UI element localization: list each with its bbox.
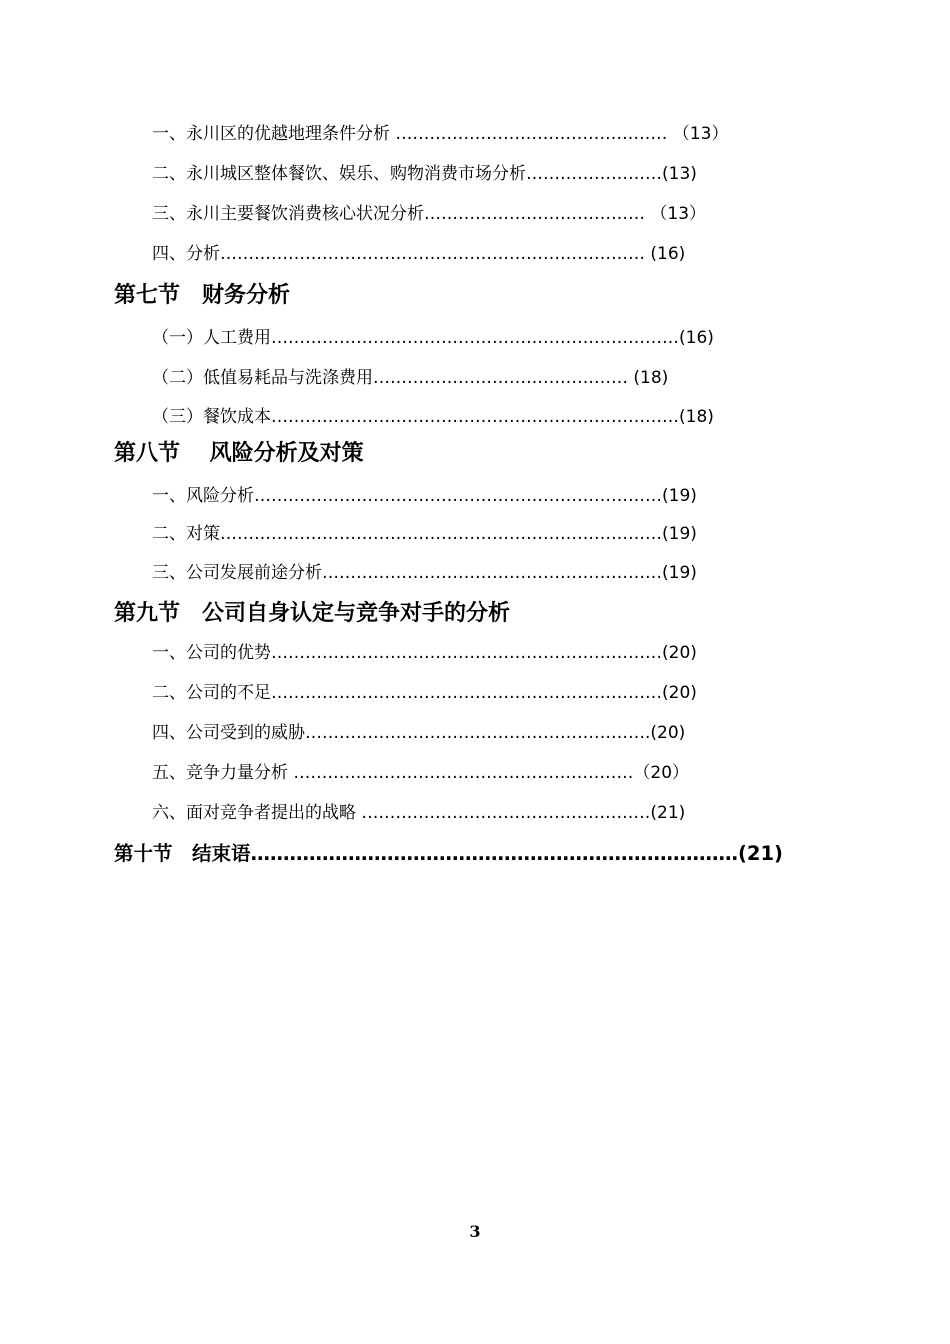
toc-entry: 三、公司发展前途分析……………………………………………………(19)	[152, 563, 697, 583]
toc-entry: 一、风险分析………………………………………………………………(19)	[152, 486, 697, 506]
toc-entry: 二、公司的不足……………………………………………………………(20)	[152, 683, 697, 703]
section-heading: 第七节 财务分析	[114, 283, 291, 308]
toc-entry: 四、公司受到的威胁…………………………………………………….(20)	[152, 723, 686, 743]
toc-entry: 二、永川城区整体餐饮、娱乐、购物消费市场分析……………………(13)	[152, 164, 697, 184]
toc-entry: 五、竞争力量分析 ……………………………………………………（20）	[152, 763, 690, 783]
toc-entry: （二）低值易耗品与洗涤费用……………………………………… (18)	[152, 368, 669, 388]
section-heading: 第九节 公司自身认定与竞争对手的分析	[114, 601, 511, 626]
toc-entry: 一、永川区的优越地理条件分析 ………………………………………… （13）	[152, 124, 729, 144]
section-heading: 第八节 风险分析及对策	[114, 441, 364, 466]
toc-entry: 二、对策……………………………………………………………………(19)	[152, 524, 697, 544]
toc-entry: （一）人工费用………………………………………………………………(16)	[152, 328, 714, 348]
toc-entry: 一、公司的优势……………………………………………………………(20)	[152, 643, 697, 663]
toc-entry: （三）餐饮成本………………………………………………………………(18)	[152, 407, 714, 427]
toc-entry: 三、永川主要餐饮消费核心状况分析………………………………… （13）	[152, 204, 707, 224]
page-number: 3	[469, 1222, 481, 1241]
section-heading: 第十节 结束语…………………………………………………………………(21)	[114, 842, 783, 865]
toc-entry: 六、面对竞争者提出的战略 ……………………………………………(21)	[152, 803, 686, 823]
toc-entry: 四、分析………………………………………………………………… (16)	[152, 244, 686, 264]
